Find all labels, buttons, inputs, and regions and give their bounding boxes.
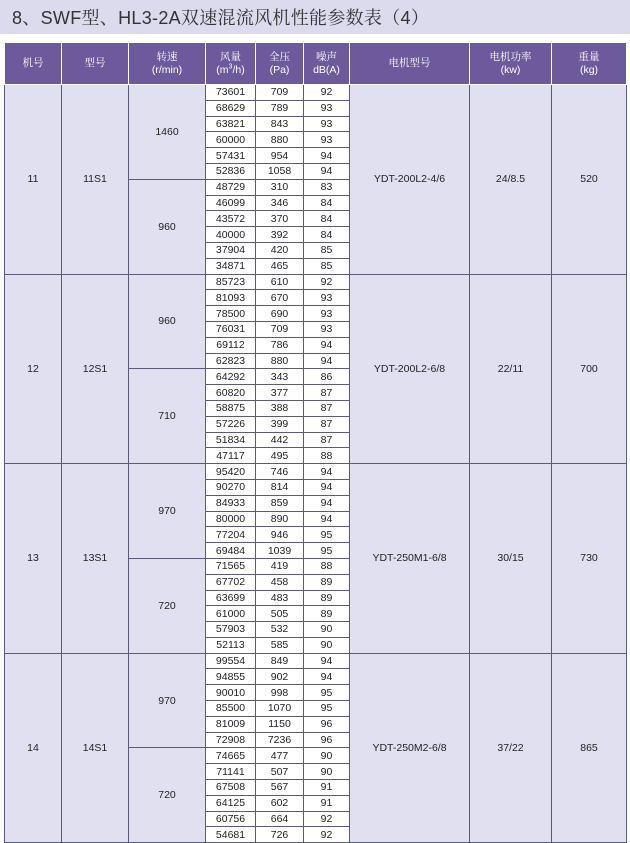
airflow-cell: 99554 [206,653,256,669]
airflow-cell: 85723 [206,274,256,290]
header-model: 型号 [62,43,129,85]
airflow-cell: 52836 [206,163,256,179]
noise-cell: 95 [304,701,350,717]
noise-cell: 90 [304,748,350,764]
pressure-cell: 419 [256,558,304,574]
noise-cell: 93 [304,321,350,337]
pressure-cell: 814 [256,479,304,495]
airflow-cell: 81093 [206,290,256,306]
motor-power-cell: 37/22 [470,653,552,843]
noise-cell: 94 [304,148,350,164]
airflow-cell: 80000 [206,511,256,527]
airflow-cell: 52113 [206,637,256,653]
noise-cell: 95 [304,685,350,701]
speed-cell: 970 [129,464,206,559]
pressure-cell: 670 [256,290,304,306]
speed-cell: 1460 [129,85,206,180]
machine-no-cell: 14 [5,653,62,843]
table-row [5,464,627,480]
motor-power-cell: 30/15 [470,464,552,654]
pressure-cell: 602 [256,795,304,811]
noise-cell: 94 [304,495,350,511]
airflow-cell: 84933 [206,495,256,511]
pressure-cell: 343 [256,369,304,385]
pressure-cell: 465 [256,258,304,274]
motor-power-cell: 22/11 [470,274,552,464]
table-body [5,85,627,843]
noise-cell: 91 [304,780,350,796]
noise-cell: 94 [304,163,350,179]
airflow-cell: 67702 [206,574,256,590]
pressure-cell: 664 [256,811,304,827]
airflow-cell: 60000 [206,132,256,148]
noise-cell: 94 [304,511,350,527]
noise-cell: 87 [304,385,350,401]
airflow-cell: 60756 [206,811,256,827]
airflow-cell: 74665 [206,748,256,764]
pressure-cell: 954 [256,148,304,164]
noise-cell: 93 [304,306,350,322]
pressure-cell: 567 [256,780,304,796]
airflow-cell: 60820 [206,385,256,401]
pressure-cell: 786 [256,337,304,353]
noise-cell: 90 [304,764,350,780]
noise-cell: 94 [304,337,350,353]
airflow-cell: 73601 [206,85,256,101]
airflow-cell: 47117 [206,448,256,464]
airflow-cell: 69112 [206,337,256,353]
airflow-cell: 61000 [206,606,256,622]
speed-cell: 710 [129,369,206,464]
pressure-cell: 388 [256,400,304,416]
pressure-cell: 507 [256,764,304,780]
airflow-cell: 57431 [206,148,256,164]
speed-cell: 960 [129,274,206,369]
noise-cell: 89 [304,590,350,606]
model-cell: 12S1 [62,274,129,464]
pressure-cell: 859 [256,495,304,511]
pressure-cell: 7236 [256,732,304,748]
airflow-cell: 77204 [206,527,256,543]
pressure-cell: 849 [256,653,304,669]
noise-cell: 84 [304,211,350,227]
table-row [5,653,627,669]
pressure-cell: 726 [256,827,304,843]
pressure-cell: 610 [256,274,304,290]
noise-cell: 95 [304,543,350,559]
pressure-cell: 399 [256,416,304,432]
weight-cell: 865 [552,653,627,843]
airflow-cell: 94855 [206,669,256,685]
pressure-cell: 495 [256,448,304,464]
header-motor-power: 电机功率 (kw) [470,43,552,85]
speed-cell: 970 [129,653,206,748]
airflow-cell: 72908 [206,732,256,748]
pressure-cell: 392 [256,227,304,243]
noise-cell: 85 [304,242,350,258]
pressure-cell: 1058 [256,163,304,179]
speed-cell: 720 [129,558,206,653]
airflow-cell: 37904 [206,242,256,258]
noise-cell: 88 [304,558,350,574]
model-cell: 11S1 [62,85,129,275]
pressure-cell: 442 [256,432,304,448]
airflow-cell: 46099 [206,195,256,211]
pressure-cell: 946 [256,527,304,543]
airflow-cell: 81009 [206,716,256,732]
pressure-cell: 483 [256,590,304,606]
title-bar [0,0,630,34]
noise-cell: 88 [304,448,350,464]
noise-cell: 92 [304,85,350,101]
noise-cell: 84 [304,227,350,243]
airflow-cell: 64125 [206,795,256,811]
pressure-cell: 370 [256,211,304,227]
noise-cell: 84 [304,195,350,211]
airflow-cell: 78500 [206,306,256,322]
pressure-cell: 880 [256,353,304,369]
motor-model-cell: YDT-200L2-4/6 [350,85,470,275]
airflow-cell: 71141 [206,764,256,780]
header-pressure: 全压 (Pa) [256,43,304,85]
pressure-cell: 1150 [256,716,304,732]
pressure-cell: 310 [256,179,304,195]
pressure-cell: 998 [256,685,304,701]
pressure-cell: 709 [256,85,304,101]
noise-cell: 85 [304,258,350,274]
speed-cell: 720 [129,748,206,843]
weight-cell: 730 [552,464,627,654]
noise-cell: 87 [304,416,350,432]
airflow-cell: 51834 [206,432,256,448]
table-row [5,85,627,101]
noise-cell: 96 [304,732,350,748]
airflow-cell: 40000 [206,227,256,243]
pressure-cell: 890 [256,511,304,527]
airflow-cell: 85500 [206,701,256,717]
pressure-cell: 902 [256,669,304,685]
airflow-cell: 58875 [206,400,256,416]
pressure-cell: 880 [256,132,304,148]
airflow-cell: 76031 [206,321,256,337]
airflow-cell: 57226 [206,416,256,432]
noise-cell: 94 [304,479,350,495]
airflow-cell: 64292 [206,369,256,385]
pressure-cell: 377 [256,385,304,401]
noise-cell: 92 [304,811,350,827]
pressure-cell: 843 [256,116,304,132]
airflow-cell: 57903 [206,622,256,638]
airflow-cell: 95420 [206,464,256,480]
noise-cell: 92 [304,827,350,843]
pressure-cell: 458 [256,574,304,590]
noise-cell: 89 [304,606,350,622]
noise-cell: 93 [304,132,350,148]
pressure-cell: 346 [256,195,304,211]
machine-no-cell: 13 [5,464,62,654]
model-cell: 14S1 [62,653,129,843]
header-weight: 重量 (kg) [552,43,627,85]
noise-cell: 83 [304,179,350,195]
noise-cell: 93 [304,116,350,132]
airflow-cell: 67508 [206,780,256,796]
noise-cell: 90 [304,622,350,638]
speed-cell: 960 [129,179,206,274]
motor-model-cell: YDT-250M1-6/8 [350,464,470,654]
airflow-cell: 48729 [206,179,256,195]
pressure-cell: 746 [256,464,304,480]
header-speed: 转速 (r/min) [129,43,206,85]
airflow-cell: 90270 [206,479,256,495]
airflow-cell: 71565 [206,558,256,574]
header-motor-model: 电机型号 [350,43,470,85]
airflow-cell: 68629 [206,100,256,116]
noise-cell: 90 [304,637,350,653]
pressure-cell: 505 [256,606,304,622]
airflow-cell: 63821 [206,116,256,132]
noise-cell: 94 [304,464,350,480]
header-noise: 噪声 dB(A) [304,43,350,85]
noise-cell: 93 [304,100,350,116]
airflow-cell: 62823 [206,353,256,369]
pressure-cell: 532 [256,622,304,638]
noise-cell: 94 [304,353,350,369]
performance-table [4,42,627,843]
airflow-cell: 43572 [206,211,256,227]
airflow-cell: 54681 [206,827,256,843]
pressure-cell: 709 [256,321,304,337]
motor-model-cell: YDT-200L2-6/8 [350,274,470,464]
airflow-cell: 90010 [206,685,256,701]
pressure-cell: 477 [256,748,304,764]
noise-cell: 87 [304,400,350,416]
header-machine-no: 机号 [5,43,62,85]
noise-cell: 92 [304,274,350,290]
noise-cell: 95 [304,527,350,543]
motor-power-cell: 24/8.5 [470,85,552,275]
machine-no-cell: 11 [5,85,62,275]
weight-cell: 700 [552,274,627,464]
airflow-cell: 34871 [206,258,256,274]
pressure-cell: 789 [256,100,304,116]
noise-cell: 91 [304,795,350,811]
noise-cell: 96 [304,716,350,732]
machine-no-cell: 12 [5,274,62,464]
airflow-cell: 69484 [206,543,256,559]
noise-cell: 93 [304,290,350,306]
airflow-cell: 63699 [206,590,256,606]
pressure-cell: 1039 [256,543,304,559]
noise-cell: 89 [304,574,350,590]
noise-cell: 94 [304,669,350,685]
noise-cell: 94 [304,653,350,669]
table-row [5,274,627,290]
page-title: 8、SWF型、HL3-2A双速混流风机性能参数表（4） [12,8,430,28]
pressure-cell: 1070 [256,701,304,717]
noise-cell: 86 [304,369,350,385]
table-header-row [5,43,627,85]
header-airflow: 风量 $(m^3/h)$ [206,43,256,85]
motor-model-cell: YDT-250M2-6/8 [350,653,470,843]
noise-cell: 87 [304,432,350,448]
model-cell: 13S1 [62,464,129,654]
pressure-cell: 690 [256,306,304,322]
pressure-cell: 420 [256,242,304,258]
pressure-cell: 585 [256,637,304,653]
weight-cell: 520 [552,85,627,275]
